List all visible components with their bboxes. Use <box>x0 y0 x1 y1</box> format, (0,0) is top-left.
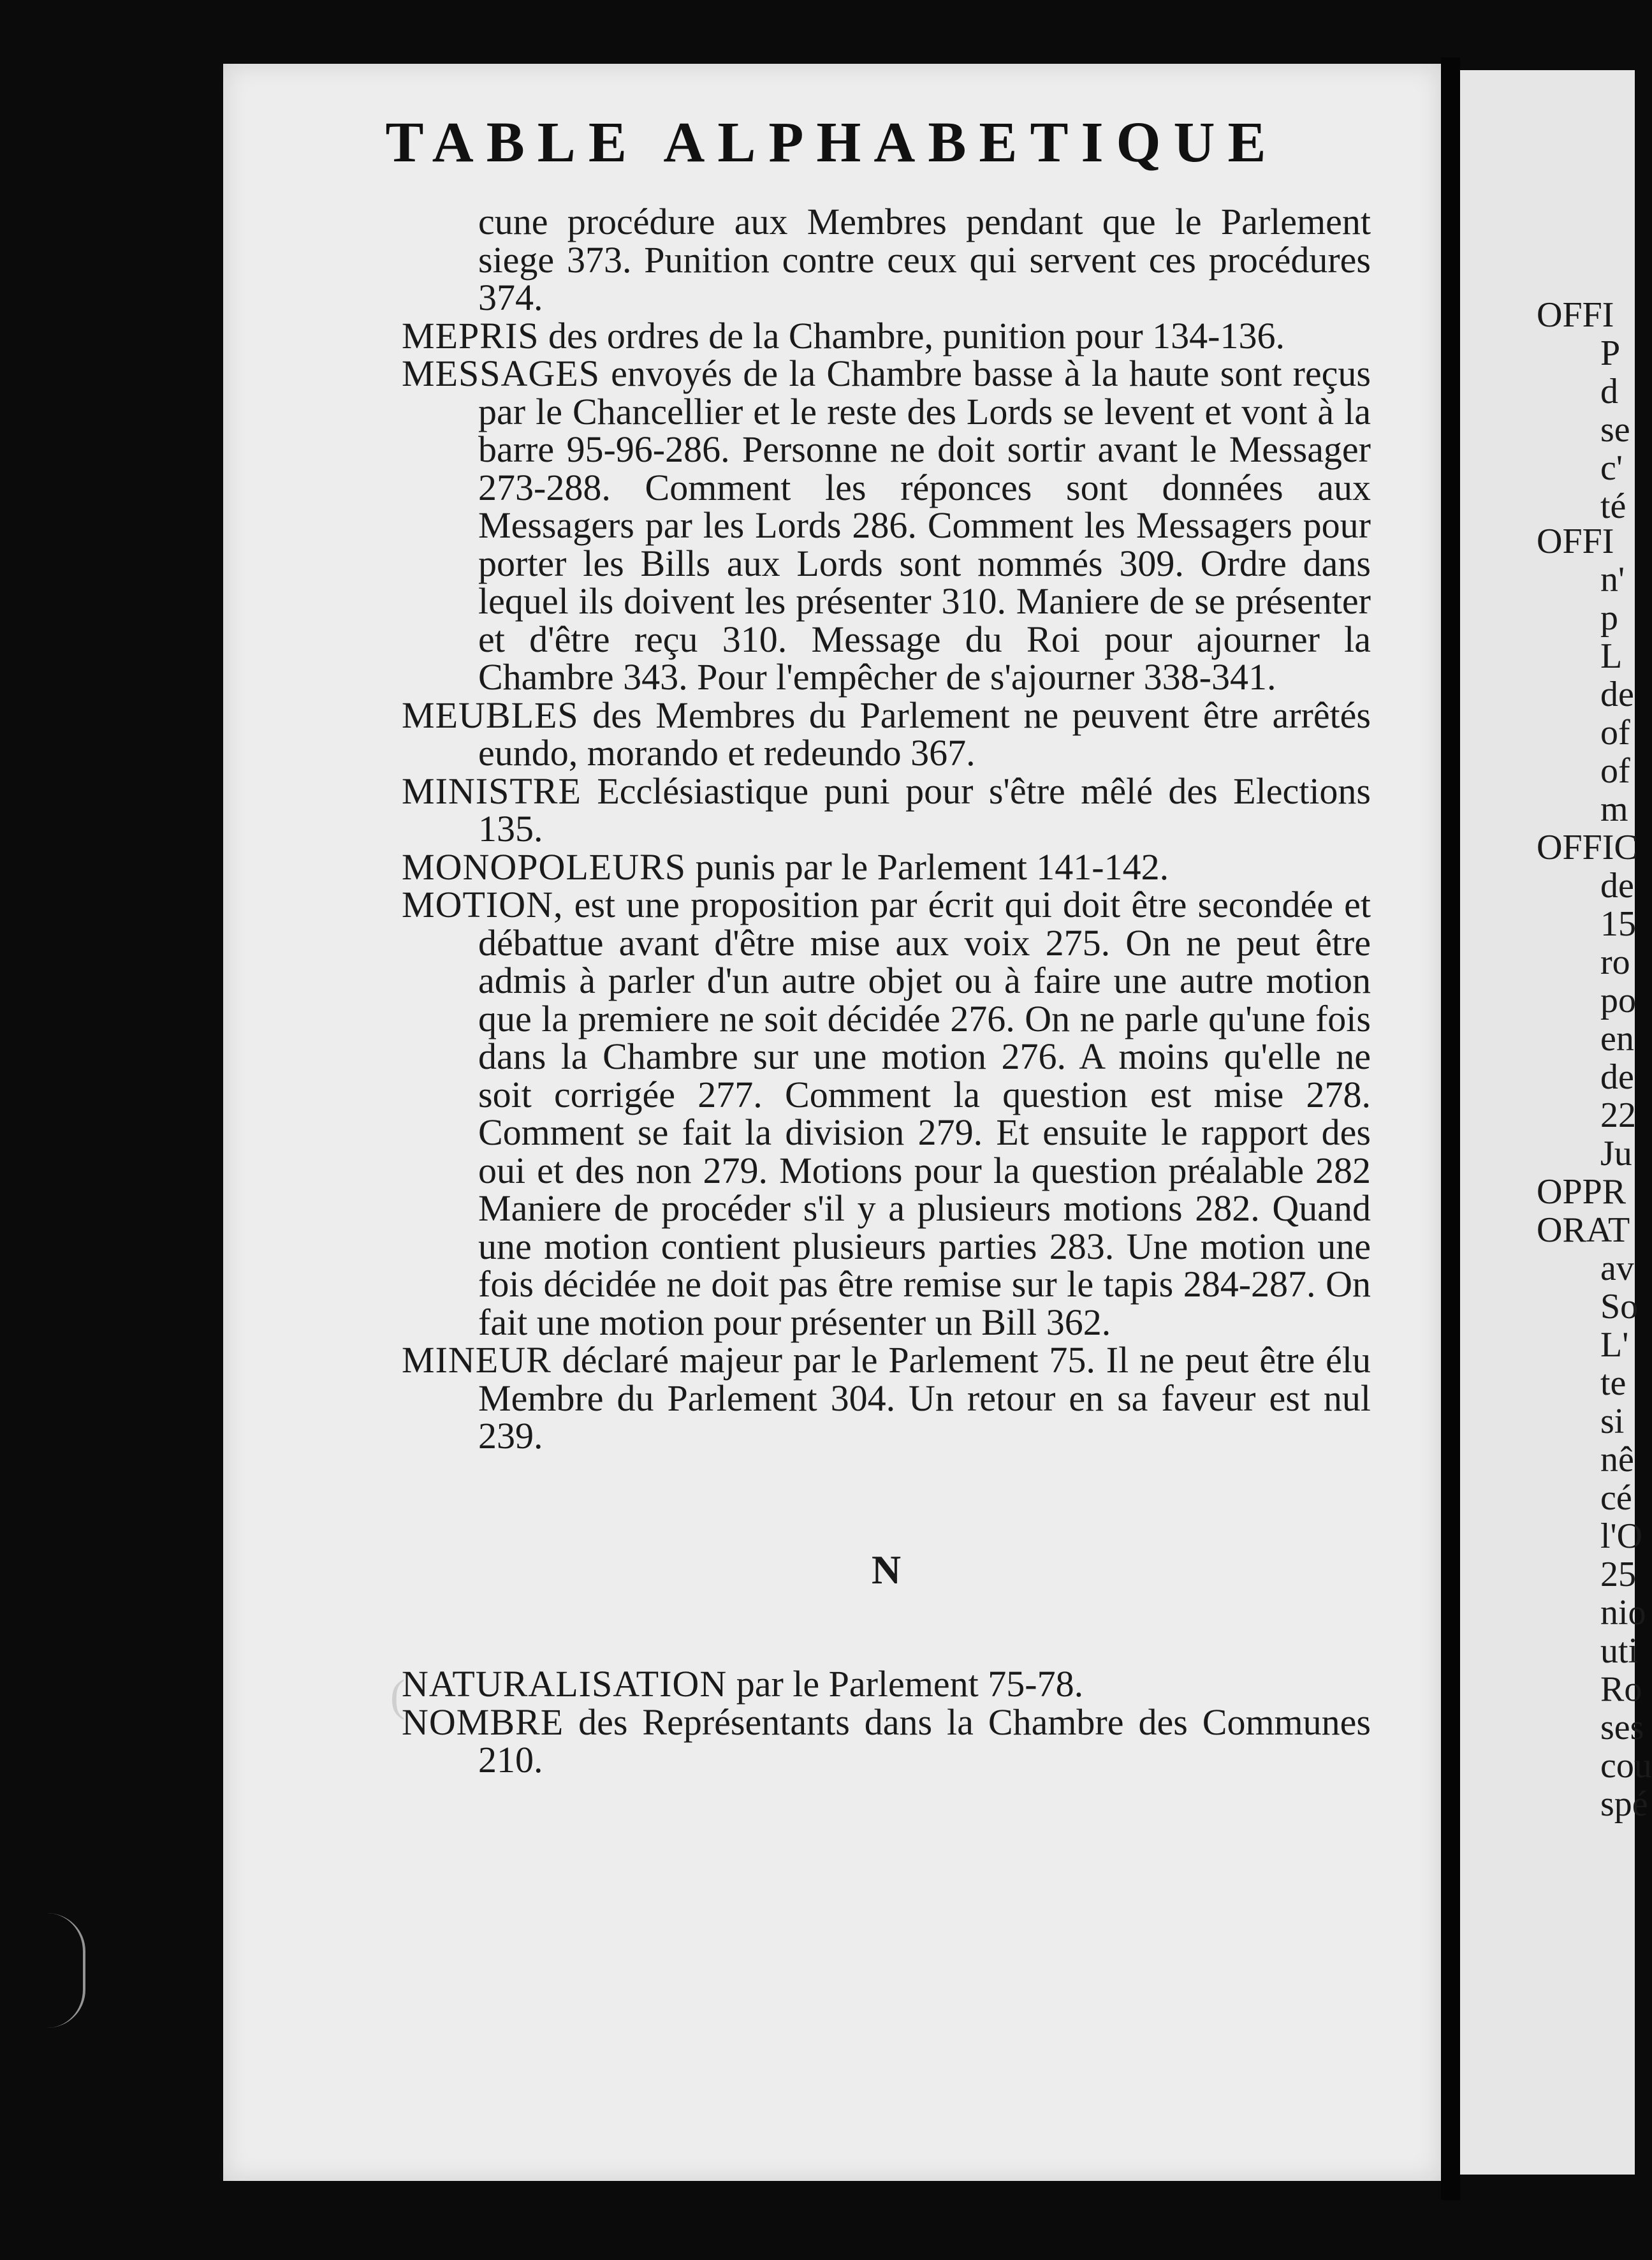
right-page-line: uti <box>1600 1631 1639 1671</box>
entry-text: déclaré majeur par le Parlement 75. Il ne peut être élu Membre du Parlement 304. Un retour en sa faveur est nul 239. <box>478 1339 1371 1457</box>
right-page-line: Ro <box>1600 1669 1642 1709</box>
index-text <box>402 203 1371 1779</box>
right-page-line: spé <box>1600 1784 1648 1824</box>
right-page-line: cou <box>1600 1746 1652 1786</box>
right-page-line: de <box>1600 675 1634 714</box>
right-page-line: ORAT <box>1537 1210 1630 1250</box>
right-page-line: nio <box>1600 1593 1646 1633</box>
entry-text: punis par le Parlement 141-142. <box>686 846 1169 888</box>
right-page-line: c' <box>1600 448 1623 488</box>
entry-head: MESSAGES <box>402 353 600 394</box>
right-page-line: se <box>1600 410 1630 450</box>
right-page-line: po <box>1600 981 1636 1020</box>
entry-head: MINEUR <box>402 1339 552 1381</box>
entry-text: par le Parlement 75-78. <box>727 1663 1084 1705</box>
right-page-text <box>1460 70 1652 2175</box>
right-page-line: 15 <box>1600 904 1636 944</box>
right-page-line: OPPR <box>1537 1172 1626 1212</box>
edge-mark <box>32 1913 85 2028</box>
left-page <box>223 64 1441 2181</box>
right-page-line: P <box>1600 334 1621 373</box>
right-page-line: p <box>1600 598 1618 638</box>
entry-text: envoyés de la Chambre basse à la haute sont reçus par le Chancellier et le reste des Lords se levent et vont à la barre 95-96-286. Personne ne doit sortir avant le Messager 273-288. Comment les réponces sont données aux Messagers par les Lords 286. Comment les Messagers pour porter les Bills aux Lords sont nommés 309. Ordre dans lequel ils doivent les présenter 310. Maniere de se présenter et d'être reçu 310. Message du Roi pour ajourner la Chambre 343. Pour l'empêcher de s'ajourner 338-341. <box>478 353 1371 698</box>
entry-text: cune procédure aux Membres pendant que le Parlement siege 373. Punition contre ceux qui servent ces procédures 374. <box>478 201 1371 318</box>
right-page-line: 25 <box>1600 1555 1636 1594</box>
right-page-line: of <box>1600 713 1630 752</box>
right-page-line: 22 <box>1600 1096 1636 1135</box>
right-page-line: OFFI <box>1537 295 1614 335</box>
entry-head: MINISTRE <box>402 770 581 812</box>
entry-head: MEUBLES <box>402 694 579 736</box>
right-page-line: l'O <box>1600 1516 1643 1556</box>
right-page-line: OFFIC <box>1537 828 1638 867</box>
entry-head: NOMBRE <box>402 1701 564 1743</box>
right-page-line: de <box>1600 866 1634 906</box>
section-letter: N <box>871 1546 902 1592</box>
entry-text: est une proposition par écrit qui doit être secondée et débattue avant d'être mise aux voix 275. On ne peut être admis à parler d'un autre objet ou à faire une autre motion que la premiere ne soit décidée 276. On ne parle qu'une fois dans la Chambre sur une motion 276. A moins qu'elle ne soit corrigée 277. Comment la question est mise 278. Comment se fait la division 279. Et ensuite le rapport des oui et des non 279. Motions pour la question préalable 282 Maniere de procéder s'il y a plusieurs motions 282. Quand une motion contient plusieurs parties 283. Une motion une fois décidée ne doit pas être remise sur le tapis 284-287. On fait une motion pour présenter un Bill 362. <box>478 884 1371 1343</box>
index-entry <box>402 314 1371 356</box>
right-page-line: nê <box>1600 1440 1634 1479</box>
index-entry <box>402 203 1371 317</box>
margin-mark: ( <box>390 1671 406 1721</box>
entry-head: MEPRIS <box>402 314 539 356</box>
right-page-line: te <box>1600 1363 1626 1403</box>
right-page-line: OFFI <box>1537 522 1614 561</box>
page-title: TABLE ALPHABETIQUE <box>385 111 1279 174</box>
right-page <box>1460 70 1652 2175</box>
right-page-line: d <box>1600 372 1618 411</box>
index-entry <box>402 1665 1371 1703</box>
entry-head: NATURALISATION <box>402 1663 727 1705</box>
right-page-line: ro <box>1600 943 1630 982</box>
index-entry <box>402 886 1371 1341</box>
right-page-line: cé <box>1600 1478 1632 1518</box>
right-page-line: n' <box>1600 560 1625 599</box>
right-page-line: m <box>1600 789 1628 829</box>
index-entry <box>402 772 1371 848</box>
entry-text: des Membres du Parlement ne peuvent être arrêtés eundo, morando et redeundo 367. <box>478 694 1371 774</box>
right-page-line: ses <box>1600 1708 1644 1747</box>
right-page-line: L <box>1600 636 1623 676</box>
index-entry <box>402 696 1371 772</box>
right-page-line: té <box>1600 487 1626 526</box>
right-page-line: L' <box>1600 1325 1629 1365</box>
right-page-line: So <box>1600 1287 1639 1326</box>
index-entry <box>402 1703 1371 1779</box>
index-entry <box>402 355 1371 696</box>
book-gutter <box>1441 57 1460 2200</box>
index-entry <box>402 848 1371 886</box>
right-page-line: en <box>1600 1019 1634 1059</box>
entry-text: des Représentants dans la Chambre des Communes 210. <box>478 1701 1371 1780</box>
right-page-line: Ju <box>1600 1134 1632 1173</box>
right-page-line: si <box>1600 1402 1625 1441</box>
entry-text: des ordres de la Chambre, punition pour 134-136. <box>539 314 1285 356</box>
entry-head: MONOPOLEURS <box>402 846 687 888</box>
entry-text: Ecclésiastique puni pour s'être mêlé des Elections 135. <box>478 770 1371 849</box>
index-entry <box>402 1341 1371 1455</box>
right-page-line: de <box>1600 1057 1634 1097</box>
entry-head: MOTION, <box>402 884 564 925</box>
right-page-line: of <box>1600 751 1630 791</box>
right-page-line: av <box>1600 1249 1634 1288</box>
